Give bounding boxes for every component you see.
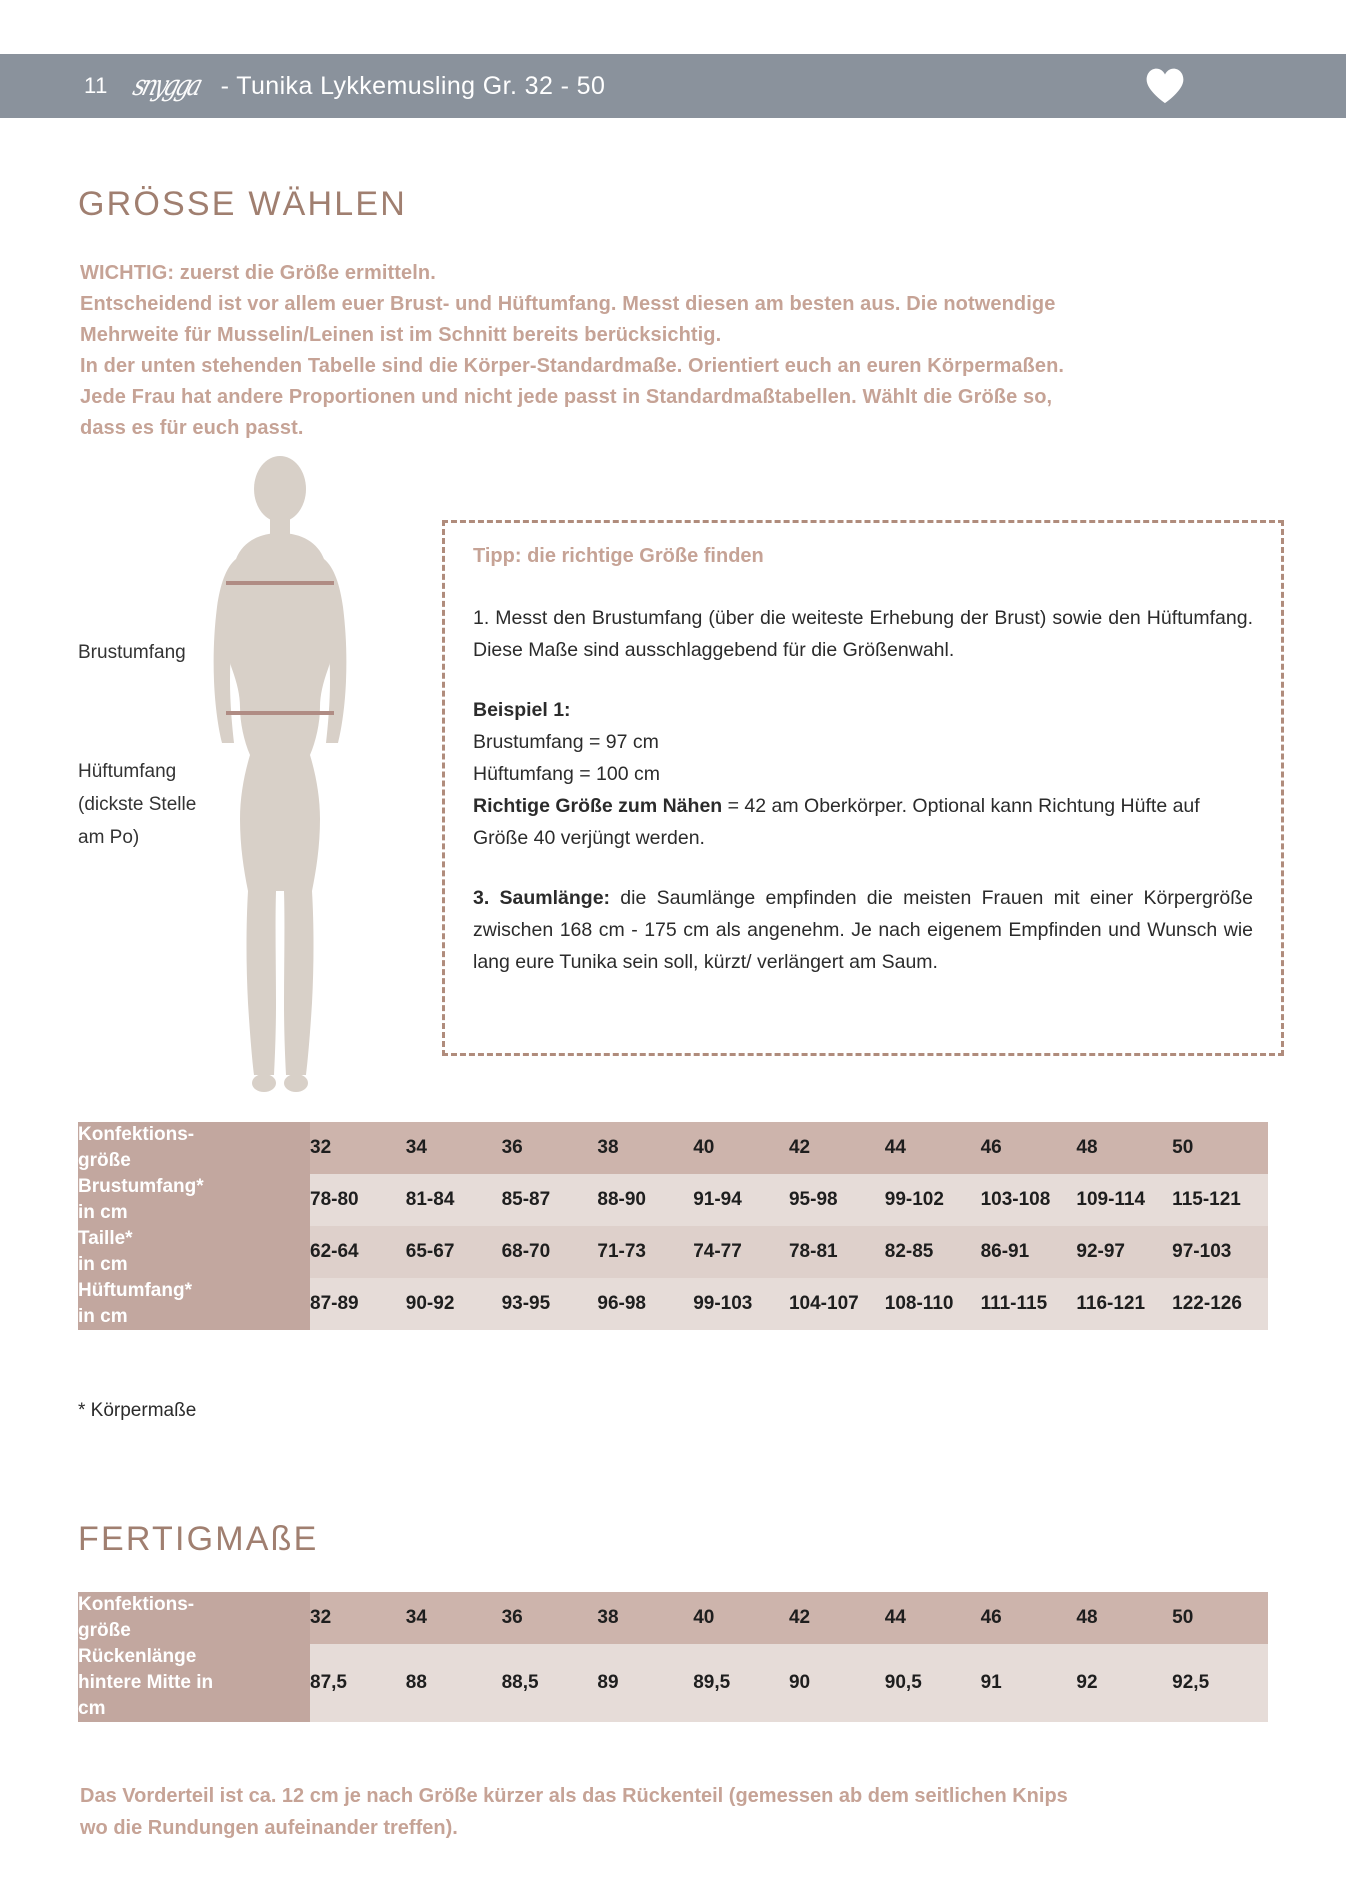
finished-measurements-table	[78, 1592, 1268, 1722]
table-cell: 99-102	[885, 1174, 981, 1226]
table-size-header: 32	[310, 1592, 406, 1644]
table-cell: 78-80	[310, 1174, 406, 1226]
table-cell: 103-108	[981, 1174, 1077, 1226]
table-size-header: 50	[1172, 1592, 1268, 1644]
page-number: 11	[84, 73, 108, 98]
table-header-row-label: Konfektions- größe	[78, 1122, 310, 1174]
bust-measure-line	[226, 581, 334, 585]
tip-box-heading: Tipp: die richtige Größe finden	[473, 545, 764, 567]
table-size-header: 46	[981, 1592, 1077, 1644]
bottom-note	[80, 1780, 1070, 1844]
table-cell: 74-77	[693, 1226, 789, 1278]
table-row	[78, 1644, 1268, 1722]
brand-logo: snygga	[129, 69, 204, 103]
table-cell: 95-98	[789, 1174, 885, 1226]
size-intro-text	[80, 258, 1070, 444]
table-size-header: 38	[597, 1592, 693, 1644]
table-cell: 87,5	[310, 1644, 406, 1722]
table-size-header: 38	[597, 1122, 693, 1174]
body-measurements-table	[78, 1122, 1268, 1330]
intro-line: dass es für euch passt.	[80, 417, 304, 439]
table-row-label: Rückenlänge hintere Mitte in cm	[78, 1644, 310, 1722]
label-hip-note-2: am Po)	[78, 827, 140, 848]
table-cell: 88-90	[597, 1174, 693, 1226]
tip-box	[442, 520, 1284, 1056]
intro-line: Jede Frau hat andere Proportionen und nicht jede passt in Standardmaßtabellen. Wählt die Größe so,	[80, 386, 1053, 408]
table-header-row	[78, 1122, 1268, 1174]
tip-example-result-rest: = 42 am Oberkörper. Optional kann Richtung Hüfte auf Größe 40 verjüngt werden.	[473, 795, 1200, 849]
tip-example-heading: Beispiel 1:	[473, 699, 571, 721]
table-cell: 115-121	[1172, 1174, 1268, 1226]
size-section-title: GRÖSSE WÄHLEN	[78, 185, 407, 223]
tip-example-block	[473, 694, 1253, 854]
table-row	[78, 1278, 1268, 1330]
table-size-header: 46	[981, 1122, 1077, 1174]
table-cell: 91-94	[693, 1174, 789, 1226]
table-cell: 91	[981, 1644, 1077, 1722]
table-cell: 81-84	[406, 1174, 502, 1226]
label-hip-note-1: (dickste Stelle	[78, 794, 197, 815]
tip-example-result	[473, 795, 1200, 849]
table-cell: 78-81	[789, 1226, 885, 1278]
heart-icon	[1144, 66, 1186, 106]
table-row	[78, 1174, 1268, 1226]
table-size-header: 50	[1172, 1122, 1268, 1174]
table-cell: 85-87	[502, 1174, 598, 1226]
table-size-header: 44	[885, 1592, 981, 1644]
header-title: - Tunika Lykkemusling Gr. 32 - 50	[220, 71, 606, 100]
table-cell: 86-91	[981, 1226, 1077, 1278]
tip-paragraph-3-text: die Saumlänge empfinden die meisten Frauen mit einer Körpergröße zwischen 168 cm - 175 cm als angenehm. Je nach eigenem Empfinden und Wunsch wie lang eure Tunika sein soll, kürzt/ verlängert am Saum.	[473, 887, 1253, 973]
table-row-label: Brustumfang* in cm	[78, 1174, 310, 1226]
table-size-header: 34	[406, 1592, 502, 1644]
figure-measurement-labels	[78, 636, 258, 854]
fertig-section-title: FERTIGMAßE	[78, 1520, 319, 1558]
table-cell: 108-110	[885, 1278, 981, 1330]
table-row	[78, 1226, 1268, 1278]
bottom-note-line: wo die Rundungen aufeinander treffen).	[80, 1817, 458, 1839]
table-cell: 92-97	[1076, 1226, 1172, 1278]
table-size-header: 42	[789, 1122, 885, 1174]
table-cell: 104-107	[789, 1278, 885, 1330]
intro-line: Mehrweite für Musselin/Leinen ist im Schnitt bereits berücksichtig.	[80, 324, 722, 346]
table-cell: 88	[406, 1644, 502, 1722]
table-cell: 122-126	[1172, 1278, 1268, 1330]
table-cell: 82-85	[885, 1226, 981, 1278]
table-cell: 87-89	[310, 1278, 406, 1330]
intro-line: In der unten stehenden Tabelle sind die Körper-Standardmaße. Orientiert euch an euren Körpermaßen.	[80, 355, 1065, 377]
table-cell: 89	[597, 1644, 693, 1722]
intro-line: WICHTIG: zuerst die Größe ermitteln.	[80, 262, 436, 284]
table-cell: 92	[1076, 1644, 1172, 1722]
table-cell: 111-115	[981, 1278, 1077, 1330]
table-cell: 99-103	[693, 1278, 789, 1330]
tip-paragraph-3	[473, 882, 1253, 978]
table-size-header: 40	[693, 1122, 789, 1174]
table-size-header: 42	[789, 1592, 885, 1644]
table-cell: 88,5	[502, 1644, 598, 1722]
table-size-header: 36	[502, 1592, 598, 1644]
body-measurements-table-body	[78, 1122, 1268, 1330]
tip-example-bust: Brustumfang = 97 cm	[473, 731, 659, 753]
table-size-header: 44	[885, 1122, 981, 1174]
table-size-header: 36	[502, 1122, 598, 1174]
bottom-note-line: Das Vorderteil ist ca. 12 cm je nach Größe kürzer als das Rückenteil (gemessen ab dem seitlichen Knips	[80, 1785, 1068, 1807]
table-cell: 92,5	[1172, 1644, 1268, 1722]
table-size-header: 48	[1076, 1122, 1172, 1174]
table-row-label: Hüftumfang* in cm	[78, 1278, 310, 1330]
table-size-header: 34	[406, 1122, 502, 1174]
table-cell: 116-121	[1076, 1278, 1172, 1330]
page-header-bar	[0, 54, 1346, 118]
table-row-label: Taille* in cm	[78, 1226, 310, 1278]
table-cell: 90-92	[406, 1278, 502, 1330]
table-cell: 89,5	[693, 1644, 789, 1722]
table-cell: 109-114	[1076, 1174, 1172, 1226]
table-cell: 93-95	[502, 1278, 598, 1330]
tip-example-result-bold: Richtige Größe zum Nähen	[473, 795, 723, 817]
tip-paragraph-3-label: 3. Saumlänge:	[473, 887, 611, 909]
table-cell: 65-67	[406, 1226, 502, 1278]
tip-example-hip: Hüftumfang = 100 cm	[473, 763, 660, 785]
table-size-header: 40	[693, 1592, 789, 1644]
table-header-row	[78, 1592, 1268, 1644]
body-table-footnote: * Körpermaße	[78, 1400, 197, 1421]
table-cell: 68-70	[502, 1226, 598, 1278]
table-header-row-label: Konfektions- größe	[78, 1592, 310, 1644]
table-size-header: 48	[1076, 1592, 1172, 1644]
label-bust: Brustumfang	[78, 642, 186, 663]
table-cell: 71-73	[597, 1226, 693, 1278]
table-cell: 97-103	[1172, 1226, 1268, 1278]
table-cell: 62-64	[310, 1226, 406, 1278]
table-cell: 96-98	[597, 1278, 693, 1330]
finished-measurements-table-body	[78, 1592, 1268, 1722]
table-size-header: 32	[310, 1122, 406, 1174]
tip-paragraph-1: 1. Messt den Brustumfang (über die weiteste Erhebung der Brust) sowie den Hüftumfang. Diese Maße sind ausschlaggebend für die Größenwahl.	[473, 607, 1253, 661]
intro-line: Entscheidend ist vor allem euer Brust- und Hüftumfang. Messt diesen am besten aus. Die notwendige	[80, 293, 1056, 315]
table-cell: 90	[789, 1644, 885, 1722]
table-cell: 90,5	[885, 1644, 981, 1722]
label-hip: Hüftumfang	[78, 761, 177, 782]
